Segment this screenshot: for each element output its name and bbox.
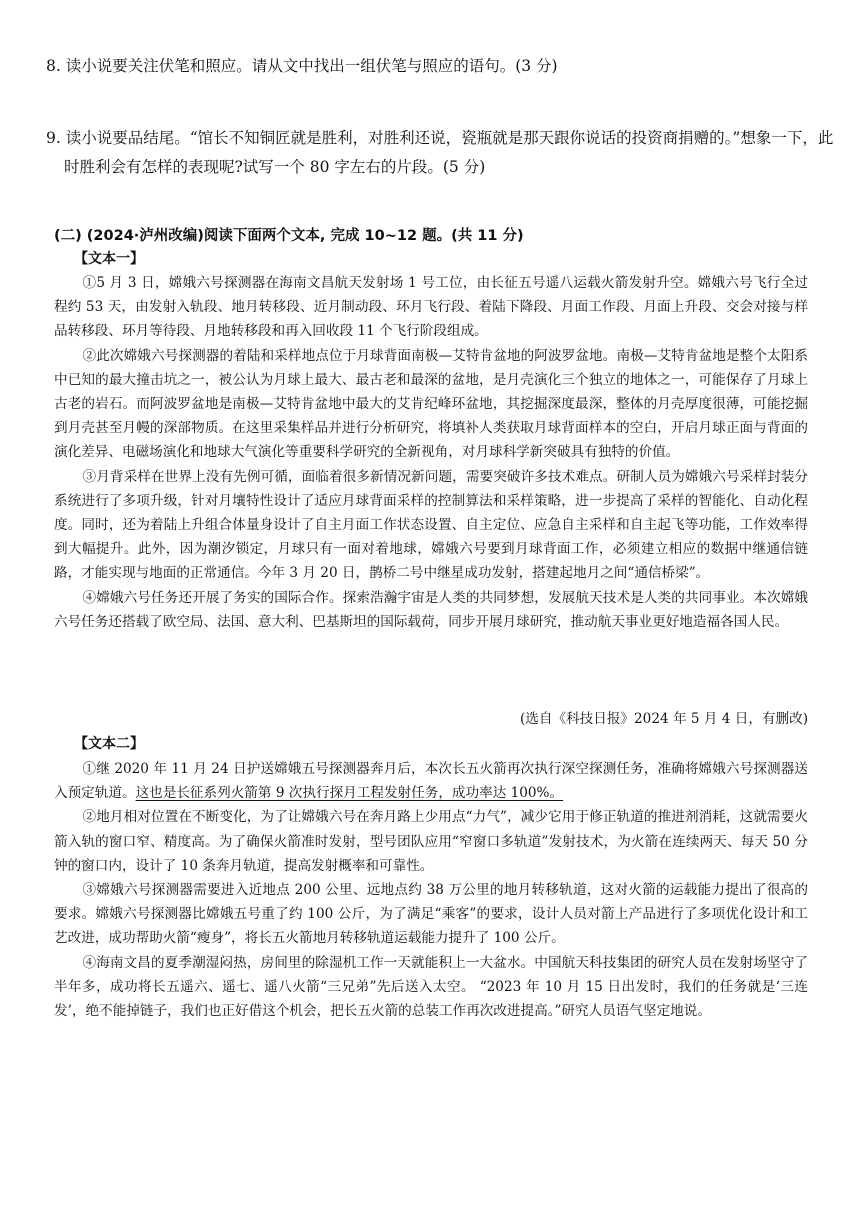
text1-source: (选自《科技日报》2024 年 5 月 4 日，有删改) <box>519 711 808 727</box>
text1-paragraph-3: ③月背采样在世界上没有先例可循，面临着很多新情况新问题，需要突破许多技术难点。研制人员为嫦娥六号采样封装分系统进行了多项升级，针对月壤特性设计了适应月球背面采样的控制算法和采样策略，进一步提高了采样的智能化、自动化程度。同时，还为着陆上升组合体量身设计了自主月面工作状态设置、自主定位、应急自主采样和自主起飞等功能，工作效率得到大幅提升。此外，因为潮汐锁定，月球只有一面对着地球，嫦娥六号要到月球背面工作，必须建立相应的数据中继通信链路，才能实现与地面的正常通信。今年 3 月 20 日，鹊桥二号中继星成功发射，搭建起地月之间“通信桥梁”。 <box>54 468 808 582</box>
text2-paragraph-1-lead: ①继 2020 年 11 月 24 日护送嫦娥五号探测器奔月后，本次长五火箭再次执行深空探测任务，准确将嫦娥六号探测器送入预定轨道。 <box>54 761 808 802</box>
text2-paragraph-2: ②地月相对位置在不断变化，为了让嫦娥六号在奔月路上少用点“力气”，减少它用于修正轨道的推进剂消耗，这就需要火箭入轨的窗口窄、精度高。为了确保火箭准时发射，型号团队应用“窄窗口多轨道”发射技术，为火箭在连续两天、每天 50 分钟的窗口内，设计了 10 条奔月轨道，提高发射概率和可靠性。 <box>54 809 808 874</box>
text2-paragraph-1 <box>54 757 808 805</box>
section-title: (二) (2024·泸州改编)阅读下面两个文本, 完成 10~12 题。(共 11 分) <box>54 228 524 244</box>
text2-paragraph-3: ③嫦娥六号探测器需要进入近地点 200 公里、远地点约 38 万公里的地月转移轨道，这对火箭的运载能力提出了很高的要求。嫦娥六号探测器比嫦娥五号重了约 100 公斤，为了满足“乘客”的要求，设计人员对箭上产品进行了多项优化设计和工艺改进，成功帮助火箭“瘦身”，将长五火箭地月转移轨道运载能力提升了 100 公斤。 <box>54 882 808 947</box>
text1-paragraph-4: ④嫦娥六号任务还开展了务实的国际合作。探索浩瀚宇宙是人类的共同梦想，发展航天技术是人类的共同事业。本次嫦娥六号任务还搭载了欧空局、法国、意大利、巴基斯坦的国际载荷，同步开展月球研究，推动航天事业更好地造福各国人民。 <box>54 589 808 630</box>
text2-label: 【文本二】 <box>74 736 144 752</box>
question-8: 8. 读小说要关注伏笔和照应。请从文中找出一组伏笔与照应的语句。(3 分) <box>46 57 558 75</box>
underlined-sentence: 这也是长征系列火箭第 9 次执行探月工程发射任务，成功率达 100%。 <box>135 785 564 802</box>
text2-paragraph-4: ④海南文昌的夏季潮湿闷热，房间里的除湿机工作一天就能积上一大盆水。中国航天科技集团的研究人员在发射场坚守了半年多，成功将长五遥六、遥七、遥八火箭“三兄弟”先后送入太空。 “2023 年 10 月 15 日出发时，我们的任务就是‘三连发’，绝不能掉链子，我们也正好借这个机会，把长五火箭的总装工作再次改进提高。”研究人员语气坚定地说。 <box>54 954 808 1020</box>
question-9: 9. 读小说要品结尾。“馆长不知铜匠就是胜利，对胜利还说，瓷瓶就是那天跟你说话的投资商捐赠的。”想象一下，此时胜利会有怎样的表现呢?试写一个 80 字左右的片段。(5 分) <box>46 129 834 176</box>
text1-body <box>54 271 808 634</box>
text1-paragraph-1: ①5 月 3 日，嫦娥六号探测器在海南文昌航天发射场 1 号工位，由长征五号遥八运载火箭发射升空。嫦娥六号飞行全过程约 53 天，由发射入轨段、地月转移段、近月制动段、环月飞行段、着陆下降段、月面工作段、月面上升段、交会对接与样品转移段、环月等待段、月地转移段和再入回收段 11 个飞行阶段组成。 <box>54 275 808 340</box>
text2-body <box>54 757 808 1023</box>
text1-paragraph-2: ②此次嫦娥六号探测器的着陆和采样地点位于月球背面南极—艾特肯盆地的阿波罗盆地。南极—艾特肯盆地是整个太阳系中已知的最大撞击坑之一，被公认为月球上最大、最古老和最深的盆地，是月壳演化三个独立的地体之一，可能保存了月球上古老的岩石。而阿波罗盆地是南极—艾特肯盆地中最大的艾肯纪峰环盆地，其挖掘深度最深，整体的月壳厚度很薄，可能挖掘到月壳甚至月幔的深部物质。在这里采集样品并进行分析研究，将填补人类获取月球背面样本的空白，开启月球正面与背面的演化差异、电磁场演化和地球大气演化等重要科学研究的全新视角，对月球科学新突破具有独特的价值。 <box>54 347 808 461</box>
text1-label: 【文本一】 <box>74 251 144 267</box>
